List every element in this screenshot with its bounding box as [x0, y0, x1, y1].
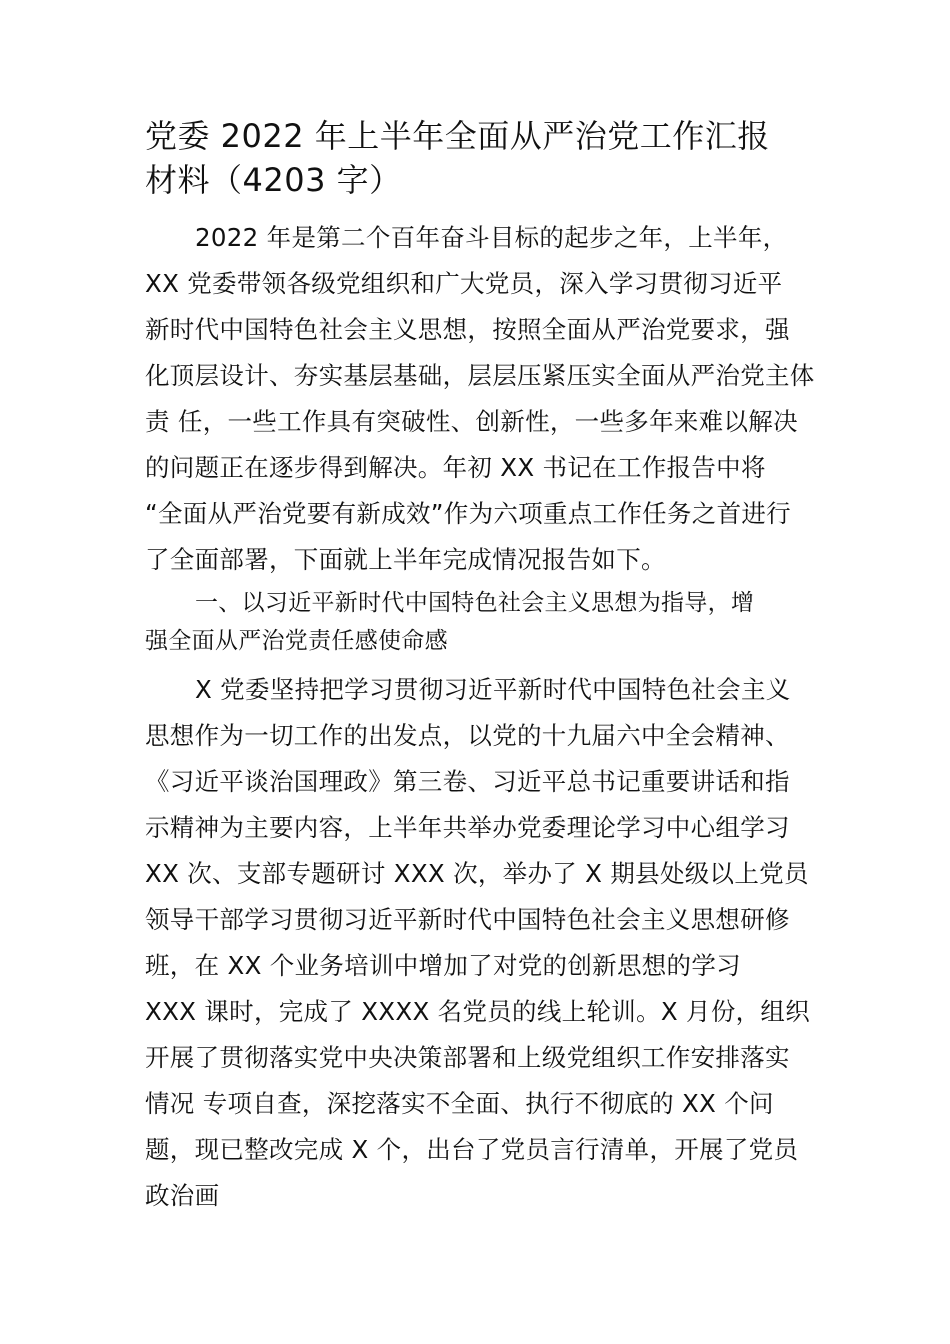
- section-line: 题，现已整改完成 X 个，出台了党员言行清单，开展了党员: [145, 1135, 799, 1164]
- section-heading-line: 一、以习近平新时代中国特色社会主义思想为指导，增: [195, 590, 755, 616]
- intro-line: XX 党委带领各级党组织和广大党员，深入学习贯彻习近平: [145, 269, 783, 298]
- section-line: 情况 专项自查，深挖落实不全面、执行不彻底的 XX 个问: [145, 1089, 774, 1118]
- intro-line: 2022 年是第二个百年奋斗目标的起步之年，上半年，: [195, 223, 788, 252]
- intro-line: 的问题正在逐步得到解决。年初 XX 书记在工作报告中将: [145, 453, 766, 482]
- section-line: X 党委坚持把学习贯彻习近平新时代中国特色社会主义: [195, 675, 791, 704]
- title-line-2: 材料（4203 字）: [145, 161, 402, 199]
- section-line: 思想作为一切工作的出发点，以党的十九届六中全会精神、: [145, 721, 790, 750]
- section-line: 领导干部学习贯彻习近平新时代中国特色社会主义思想研修: [145, 905, 790, 934]
- section-line: XXX 课时，完成了 XXXX 名党员的线上轮训。X 月份，组织: [145, 997, 811, 1026]
- intro-line: 新时代中国特色社会主义思想，按照全面从严治党要求，强: [145, 315, 790, 344]
- document-body: [145, 215, 835, 1219]
- section-line: 班，在 XX 个业务培训中增加了对党的创新思想的学习: [145, 951, 741, 980]
- intro-line: 责 任，一些工作具有突破性、创新性，一些多年来难以解决: [145, 407, 798, 436]
- section-line: 示精神为主要内容，上半年共举办党委理论学习中心组学习: [145, 813, 790, 842]
- section-line: XX 次、支部专题研讨 XXX 次，举办了 X 期县处级以上党员: [145, 859, 809, 888]
- section-1-paragraph: [145, 667, 835, 1219]
- section-line: 政治画: [145, 1181, 220, 1210]
- intro-line: 了全面部署，下面就上半年完成情况报告如下。: [145, 545, 666, 574]
- title-line-1: 党委 2022 年上半年全面从严治党工作汇报: [145, 117, 770, 155]
- section-1-heading: [145, 583, 835, 667]
- section-line: 《习近平谈治国理政》第三卷、习近平总书记重要讲话和指: [145, 767, 790, 796]
- intro-line: “全面从严治党要有新成效”作为六项重点工作任务之首进行: [145, 499, 791, 528]
- section-line: 开展了贯彻落实党中央决策部署和上级党组织工作安排落实: [145, 1043, 790, 1072]
- intro-line: 化顶层设计、夯实基层基础，层层压紧压实全面从严治党主体: [145, 361, 815, 390]
- section-heading-line: 强全面从严治党责任感使命感: [145, 628, 448, 654]
- document-title: [145, 114, 825, 202]
- intro-paragraph: [145, 215, 835, 583]
